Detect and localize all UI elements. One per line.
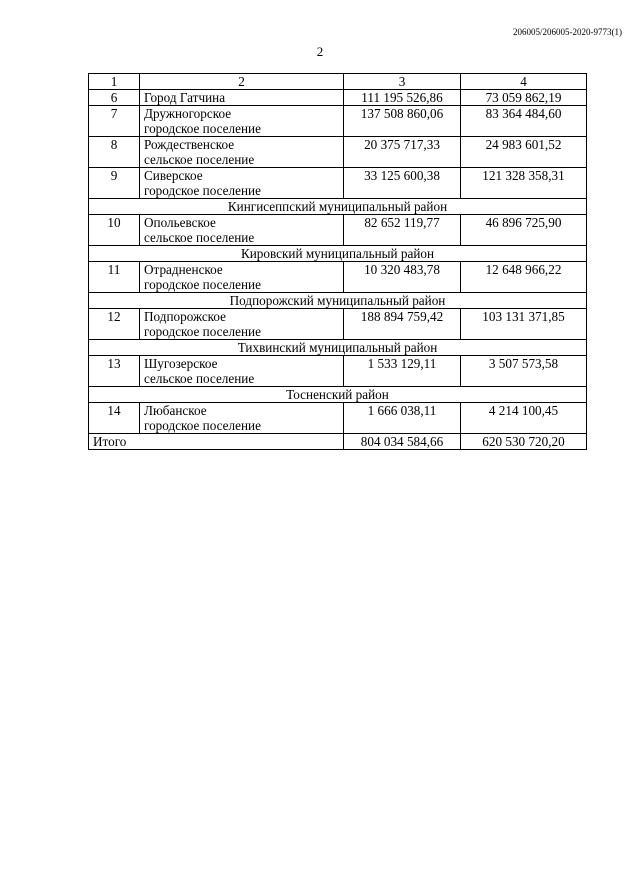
header-cell-1: 1 <box>89 74 140 90</box>
settlement-name <box>140 106 344 137</box>
region-row <box>89 340 587 356</box>
settlement-name <box>140 168 344 199</box>
table-row <box>89 403 587 434</box>
amount-col4: 46 896 725,90 <box>461 215 587 246</box>
table-row <box>89 168 587 199</box>
total-col4: 620 530 720,20 <box>461 434 587 450</box>
settlement-name-line1: Дружногорское <box>144 106 232 121</box>
amount-col4: 73 059 862,19 <box>461 90 587 106</box>
settlement-name-line2: сельское поселение <box>144 152 255 167</box>
row-number: 13 <box>89 356 140 387</box>
header-cell-4: 4 <box>461 74 587 90</box>
settlement-name <box>140 262 344 293</box>
amount-col4: 4 214 100,45 <box>461 403 587 434</box>
amount-col4: 83 364 484,60 <box>461 106 587 137</box>
settlement-name <box>140 90 344 106</box>
settlement-name-line2: сельское поселение <box>144 230 255 245</box>
table-row <box>89 309 587 340</box>
page-number: 2 <box>316 44 324 59</box>
amount-col3: 20 375 717,33 <box>344 137 461 168</box>
table-row <box>89 215 587 246</box>
row-number: 11 <box>89 262 140 293</box>
total-row <box>89 434 587 450</box>
region-row <box>89 293 587 309</box>
settlement-name <box>140 309 344 340</box>
row-number: 9 <box>89 168 140 199</box>
row-number: 8 <box>89 137 140 168</box>
settlement-name-line1: Отрадненское <box>144 262 223 277</box>
settlement-name-line1: Рождественское <box>144 137 235 152</box>
region-label: Тосненский район <box>89 387 587 403</box>
settlement-name-line2: городское поселение <box>144 418 261 433</box>
settlement-name-line1: Подпорожское <box>144 309 227 324</box>
amount-col4: 3 507 573,58 <box>461 356 587 387</box>
settlement-name-line2: городское поселение <box>144 324 261 339</box>
region-row <box>89 199 587 215</box>
row-number: 6 <box>89 90 140 106</box>
settlement-name-line1: Опольевское <box>144 215 216 230</box>
table-row <box>89 356 587 387</box>
total-label: Итого <box>89 434 344 450</box>
settlement-name <box>140 215 344 246</box>
table-row <box>89 90 587 106</box>
row-number: 10 <box>89 215 140 246</box>
amount-col3: 188 894 759,42 <box>344 309 461 340</box>
row-number: 14 <box>89 403 140 434</box>
header-row <box>89 74 587 90</box>
settlement-name-line2: городское поселение <box>144 277 261 292</box>
settlement-name-line1: Любанское <box>144 403 207 418</box>
table-row <box>89 262 587 293</box>
amount-col4: 12 648 966,22 <box>461 262 587 293</box>
header-cell-3: 3 <box>344 74 461 90</box>
region-row <box>89 246 587 262</box>
amount-col3: 1 666 038,11 <box>344 403 461 434</box>
settlement-name <box>140 403 344 434</box>
settlement-name-line1: Шугозерское <box>144 356 218 371</box>
amount-col3: 33 125 600,38 <box>344 168 461 199</box>
amount-col3: 137 508 860,06 <box>344 106 461 137</box>
settlement-name-line2: городское поселение <box>144 183 261 198</box>
region-label: Подпорожский муниципальный район <box>89 293 587 309</box>
region-label: Кингисеппский муниципальный район <box>89 199 587 215</box>
amount-col3: 111 195 526,86 <box>344 90 461 106</box>
document-id: 206005/206005-2020-9773(1) <box>513 27 622 37</box>
budget-table <box>88 73 587 450</box>
settlement-name-line2: городское поселение <box>144 121 261 136</box>
total-col3: 804 034 584,66 <box>344 434 461 450</box>
settlement-name-line1: Город Гатчина <box>144 90 226 105</box>
settlement-name <box>140 137 344 168</box>
region-row <box>89 387 587 403</box>
amount-col4: 121 328 358,31 <box>461 168 587 199</box>
table-row <box>89 106 587 137</box>
amount-col3: 10 320 483,78 <box>344 262 461 293</box>
settlement-name-line1: Сиверское <box>144 168 203 183</box>
table-row <box>89 137 587 168</box>
amount-col3: 82 652 119,77 <box>344 215 461 246</box>
settlement-name <box>140 356 344 387</box>
region-label: Тихвинский муниципальный район <box>89 340 587 356</box>
amount-col3: 1 533 129,11 <box>344 356 461 387</box>
settlement-name-line2: сельское поселение <box>144 371 255 386</box>
header-cell-2: 2 <box>140 74 344 90</box>
amount-col4: 24 983 601,52 <box>461 137 587 168</box>
row-number: 7 <box>89 106 140 137</box>
row-number: 12 <box>89 309 140 340</box>
region-label: Кировский муниципальный район <box>89 246 587 262</box>
amount-col4: 103 131 371,85 <box>461 309 587 340</box>
